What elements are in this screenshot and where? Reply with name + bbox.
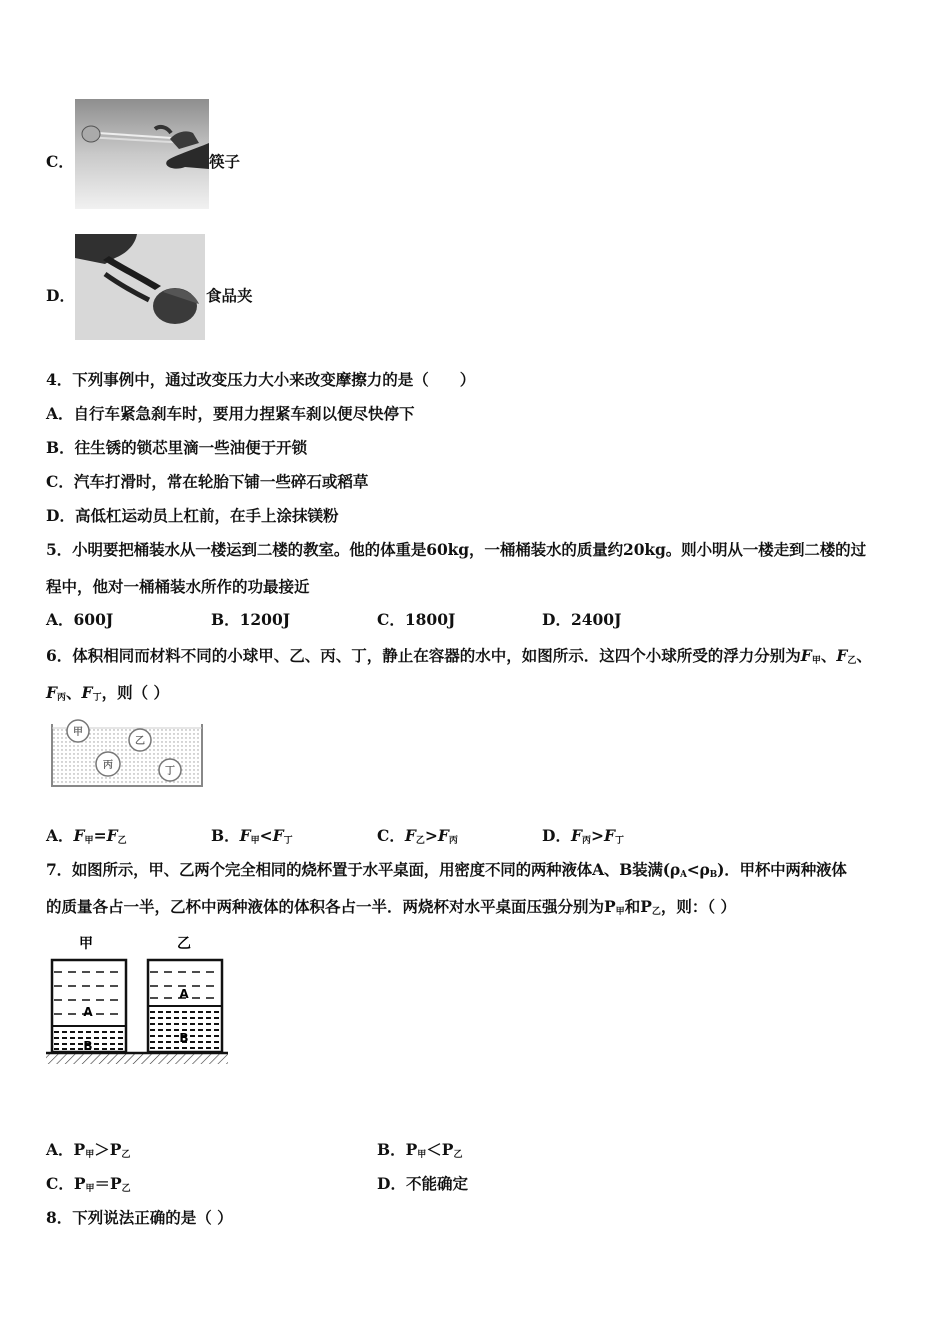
sub: 乙 <box>121 1150 131 1160</box>
q7-stem-line1 <box>46 860 847 885</box>
q6-sep: 、 <box>856 646 872 665</box>
q7-option-a <box>46 1140 130 1165</box>
sub: 甲 <box>615 907 625 917</box>
sub: 乙 <box>415 836 425 846</box>
liquid-a-label: A <box>83 1005 93 1019</box>
table-hatch <box>46 1054 228 1064</box>
p-symbol: P <box>73 1174 86 1193</box>
q4-option-d: D．高低杠运动员上杠前，在手上涂抹镁粉 <box>46 506 339 525</box>
q6-f-symbol: F <box>800 646 812 665</box>
f-symbol: F <box>239 826 251 845</box>
q4-option-a: A．自行车紧急刹车时，要用力捏紧车刹以便尽快停下 <box>46 404 415 423</box>
q8-stem: 8．下列说法正确的是（ ） <box>46 1208 233 1227</box>
q5-stem-line1: 5．小明要把桶装水从一楼运到二楼的教室。他的体重是60kg，一桶桶装水的质量约20kg。则小明从一楼走到二楼的过 <box>46 540 866 559</box>
q5-option-c: C．1800J <box>377 610 456 629</box>
q6-f-symbol: F <box>46 683 58 702</box>
operator: = <box>93 826 107 845</box>
q7-beakers-figure <box>44 932 230 1068</box>
option-letter: D． <box>542 826 571 845</box>
operator: > <box>590 826 604 845</box>
q3-option-d-letter: D． <box>46 286 75 305</box>
q7-stem-line2 <box>46 897 736 922</box>
ball-label: 甲 <box>73 727 83 738</box>
q6-f-symbol: F <box>836 646 848 665</box>
q6-option-c <box>377 826 458 851</box>
f-symbol: F <box>404 826 416 845</box>
p-symbol: P <box>405 1140 418 1159</box>
sub: 甲 <box>85 1150 95 1160</box>
option-letter: C． <box>46 1174 74 1193</box>
sub: 丁 <box>283 836 293 846</box>
sub: 乙 <box>651 907 661 917</box>
q7-stem-text2: 的质量各占一半，乙杯中两种液体的体积各占一半．两烧杯对水平桌面压强分别为P <box>46 897 616 916</box>
sub: 丙 <box>581 836 591 846</box>
q6-sep: 、 <box>820 646 837 665</box>
operator: ＞P <box>94 1140 122 1159</box>
q6-sub: 丙 <box>57 693 67 703</box>
q6-sub: 甲 <box>811 656 821 666</box>
f-symbol: F <box>603 826 615 845</box>
ball-label: 乙 <box>135 736 145 747</box>
q7-lt: <ρ <box>686 860 710 879</box>
rho-b-sub: B <box>709 870 718 880</box>
sub: 乙 <box>453 1150 463 1160</box>
q6-option-a <box>46 826 127 851</box>
food-tongs-photo <box>75 234 205 340</box>
q7-option-c <box>46 1174 131 1199</box>
liquid-b-label: B <box>179 1031 189 1045</box>
p-symbol: P <box>73 1140 86 1159</box>
q7-option-d: D．不能确定 <box>377 1174 468 1193</box>
sub: 乙 <box>117 836 127 846</box>
q6-option-b <box>211 826 293 851</box>
liquid-a-label: A <box>179 987 189 1001</box>
q6-tail: ，则（ ） <box>101 683 169 702</box>
sub: 甲 <box>250 836 260 846</box>
q5-option-b: B．1200J <box>211 610 291 629</box>
sub: 甲 <box>84 836 94 846</box>
q6-f-symbol: F <box>81 683 93 702</box>
operator: ＝P <box>94 1174 122 1193</box>
q6-option-d <box>542 826 624 851</box>
liquid-b-label: B <box>83 1039 93 1053</box>
sub: 乙 <box>121 1184 131 1194</box>
option-letter: A． <box>46 1140 74 1159</box>
q7-stem-text: 7．如图所示，甲、乙两个完全相同的烧杯置于水平桌面，用密度不同的两种液体A、B装满(ρ <box>46 860 680 879</box>
chopsticks-photo <box>75 99 209 209</box>
q5-option-d: D．2400J <box>542 610 622 629</box>
q3-option-c-label: 筷子 <box>209 152 241 171</box>
option-letter: A． <box>46 826 74 845</box>
q6-stem-text: 6．体积相同而材料不同的小球甲、乙、丙、丁，静止在容器的水中，如图所示．这四个小球所受的浮力分别为 <box>46 646 801 665</box>
q6-sep: 、 <box>66 683 82 702</box>
q3-option-d-label: 食品夹 <box>206 286 253 305</box>
q5-option-a: A．600J <box>46 610 114 629</box>
q5-stem-line2: 程中，他对一桶桶装水所作的功最接近 <box>46 577 310 596</box>
option-letter: C． <box>377 826 405 845</box>
option-letter: B． <box>211 826 240 845</box>
q7-stem-tail: )．甲杯中两种液体 <box>717 860 847 879</box>
beaker-yi-label: 乙 <box>177 936 191 952</box>
ball-label: 丙 <box>103 760 113 771</box>
f-symbol: F <box>437 826 449 845</box>
q7-and: 和P <box>624 897 652 916</box>
operator: ＜P <box>426 1140 454 1159</box>
ball-label: 丁 <box>165 766 175 777</box>
beaker-jia-label: 甲 <box>79 936 93 952</box>
q3-option-c-letter: C． <box>46 152 74 171</box>
q4-option-b: B．往生锈的锁芯里滴一些油便于开锁 <box>46 438 308 457</box>
q6-stem-line2 <box>46 683 169 708</box>
operator: > <box>424 826 438 845</box>
q7-option-b <box>377 1140 462 1165</box>
q4-option-c: C．汽车打滑时，常在轮胎下铺一些碎石或稻草 <box>46 472 369 491</box>
q6-container-figure <box>48 716 206 790</box>
operator: < <box>259 826 273 845</box>
q6-sub: 乙 <box>847 656 857 666</box>
f-symbol: F <box>106 826 118 845</box>
f-symbol: F <box>570 826 582 845</box>
sub: 甲 <box>85 1184 95 1194</box>
q6-sub: 丁 <box>92 693 102 703</box>
sub: 甲 <box>417 1150 427 1160</box>
sub: 丙 <box>448 836 458 846</box>
q6-stem-line1 <box>46 646 872 671</box>
sub: 丁 <box>615 836 625 846</box>
q7-tail: ，则：（ ） <box>660 897 737 916</box>
f-symbol: F <box>73 826 85 845</box>
option-letter: B． <box>377 1140 406 1159</box>
f-symbol: F <box>272 826 284 845</box>
rho-a-sub: A <box>679 870 687 880</box>
q4-stem: 4．下列事例中，通过改变压力大小来改变摩擦力的是（ ） <box>46 370 476 389</box>
